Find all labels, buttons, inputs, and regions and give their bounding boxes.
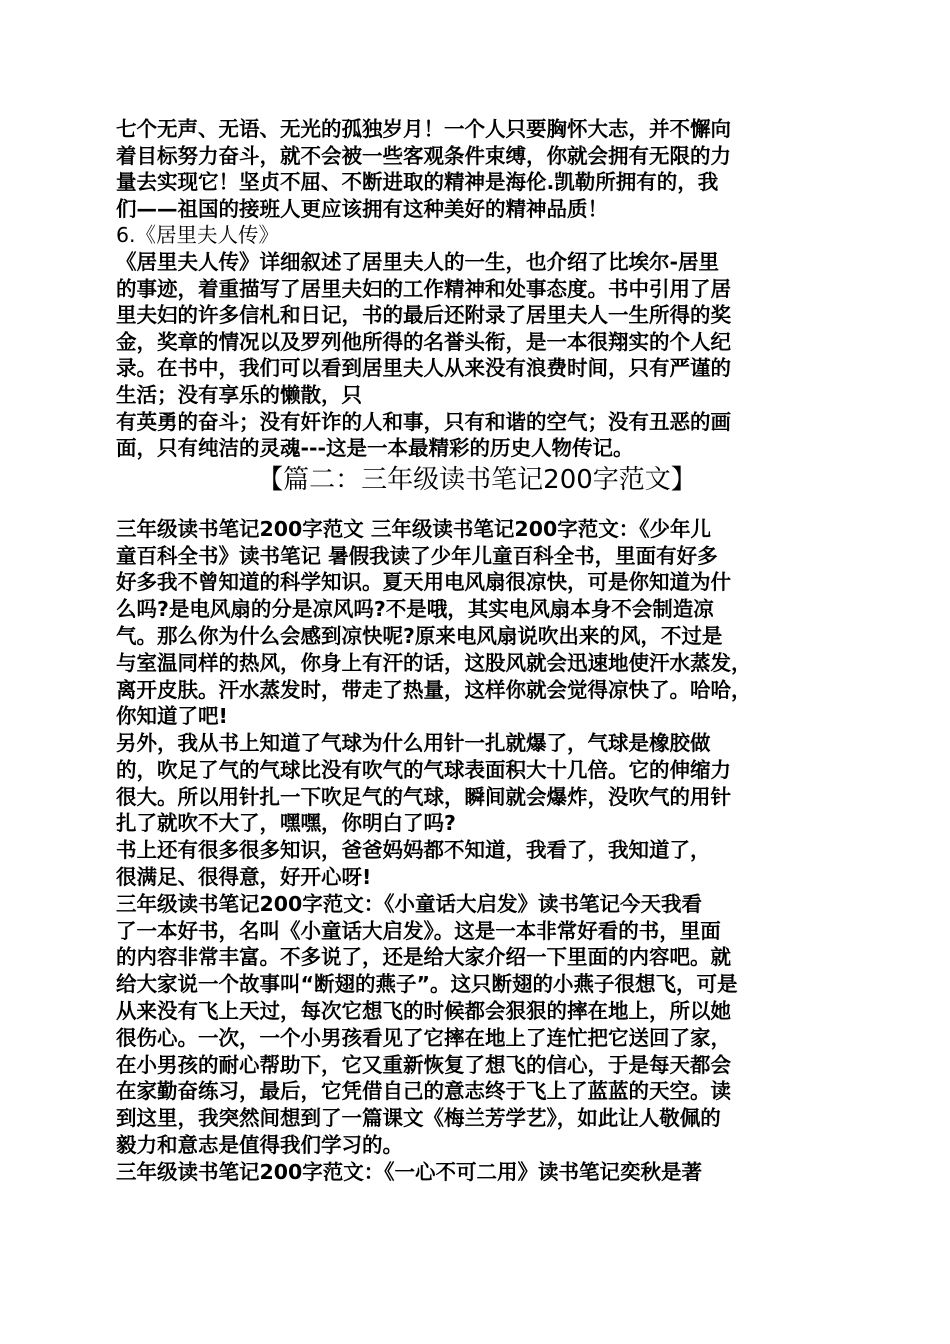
text-line: 离开皮肤。汗水蒸发时，带走了热量，这样你就会觉得凉快了。哈哈， bbox=[116, 677, 752, 702]
text-line: 的，吹足了气的气球比没有吹气的气球表面积大十几倍。它的伸缩力 bbox=[116, 757, 731, 782]
section-heading: 【篇二：三年级读书笔记200字范文】 bbox=[257, 464, 697, 495]
text-line: 着目标努力奋斗，就不会被一些客观条件束缚，你就会拥有无限的力 bbox=[116, 143, 731, 168]
text-line: 另外，我从书上知道了气球为什么用针一扎就爆了，气球是橡胶做 bbox=[116, 731, 711, 756]
text-line: 三年级读书笔记200字范文：《小童话大启发》读书笔记今天我看 bbox=[116, 891, 703, 916]
text-line: 到这里，我突然间想到了一篇课文《梅兰芳学艺》，如此让人敬佩的 bbox=[116, 1106, 721, 1131]
text-line: 的内容非常丰富。不多说了，还是给大家介绍一下里面的内容吧。就 bbox=[116, 945, 731, 970]
text-line: 书上还有很多很多知识，爸爸妈妈都不知道，我看了，我知道了， bbox=[116, 838, 711, 863]
text-line: 好多我不曾知道的科学知识。夏天用电风扇很凉快，可是你知道为什 bbox=[116, 570, 731, 595]
text-line: 很大。所以用针扎一下吹足气的气球，瞬间就会爆炸，没吹气的用针 bbox=[116, 784, 731, 809]
text-line: 有英勇的奋斗；没有奸诈的人和事，只有和谐的空气；没有丑恶的画 bbox=[116, 409, 731, 434]
text-line: 三年级读书笔记200字范文 三年级读书笔记200字范文：《少年儿 bbox=[116, 516, 711, 541]
text-line: 与室温同样的热风，你身上有汗的话，这股风就会迅速地使汗水蒸发， bbox=[116, 650, 752, 675]
text-line: 扎了就吹不大了，嘿嘿，你明白了吗? bbox=[116, 811, 456, 836]
text-line: 金，奖章的情况以及罗列他所得的名誉头衔，是一本很翔实的个人纪 bbox=[116, 329, 731, 354]
section-2 bbox=[116, 516, 838, 1186]
text-line: 里夫妇的许多信札和日记，书的最后还附录了居里夫人一生所得的奖 bbox=[116, 303, 731, 328]
text-line: 了一本好书，名叫《小童话大启发》。这是一本非常好看的书，里面 bbox=[116, 918, 721, 943]
text-line: 三年级读书笔记200字范文：《一心不可二用》读书笔记奕秋是著 bbox=[116, 1159, 703, 1184]
text-line: 的事迹，着重描写了居里夫妇的工作精神和处事态度。书中引用了居 bbox=[116, 276, 731, 301]
text-line: 气。那么你为什么会感到凉快呢?原来电风扇说吹出来的风，不过是 bbox=[116, 623, 723, 648]
text-line: 录。在书中，我们可以看到居里夫人从来没有浪费时间，只有严谨的 bbox=[116, 356, 731, 381]
text-line: 你知道了吧! bbox=[116, 704, 228, 729]
text-line: 童百科全书》读书笔记 暑假我读了少年儿童百科全书，里面有好多 bbox=[116, 543, 718, 568]
text-line: 在家勤奋练习，最后，它凭借自己的意志终于飞上了蓝蓝的天空。读 bbox=[116, 1079, 731, 1104]
text-line: 毅力和意志是值得我们学习的。 bbox=[116, 1133, 403, 1158]
text-line: 么吗?是电风扇的分是凉风吗?不是哦，其实电风扇本身不会制造凉 bbox=[116, 597, 714, 622]
document-page bbox=[116, 116, 838, 1186]
text-line: 给大家说一个故事叫“断翅的燕子”。这只断翅的小燕子很想飞，可是 bbox=[116, 972, 738, 997]
text-line: 很伤心。一次，一个小男孩看见了它摔在地上了连忙把它送回了家， bbox=[116, 1025, 731, 1050]
text-line: 《居里夫人传》详细叙述了居里夫人的一生，也介绍了比埃尔-居里 bbox=[116, 249, 720, 274]
text-line: 很满足、很得意，好开心呀! bbox=[116, 865, 372, 890]
text-line: 面，只有纯洁的灵魂---这是一本最精彩的历史人物传记。 bbox=[116, 436, 634, 461]
text-line: 们——祖国的接班人更应该拥有这种美好的精神品质！ bbox=[116, 196, 608, 221]
item-title: 6.《居里夫人传》 bbox=[116, 223, 280, 248]
text-line: 量去实现它！坚贞不屈、不断进取的精神是海伦.凯勒所拥有的，我 bbox=[116, 170, 719, 195]
text-line: 生活；没有享乐的懒散，只 bbox=[116, 382, 362, 407]
text-line: 从来没有飞上天过，每次它想飞的时候都会狠狠的摔在地上，所以她 bbox=[116, 999, 731, 1024]
text-line: 在小男孩的耐心帮助下，它又重新恢复了想飞的信心，于是每天都会 bbox=[116, 1052, 731, 1077]
section-1 bbox=[116, 116, 838, 462]
text-line: 七个无声、无语、无光的孤独岁月！一个人只要胸怀大志，并不懈向 bbox=[116, 117, 731, 141]
